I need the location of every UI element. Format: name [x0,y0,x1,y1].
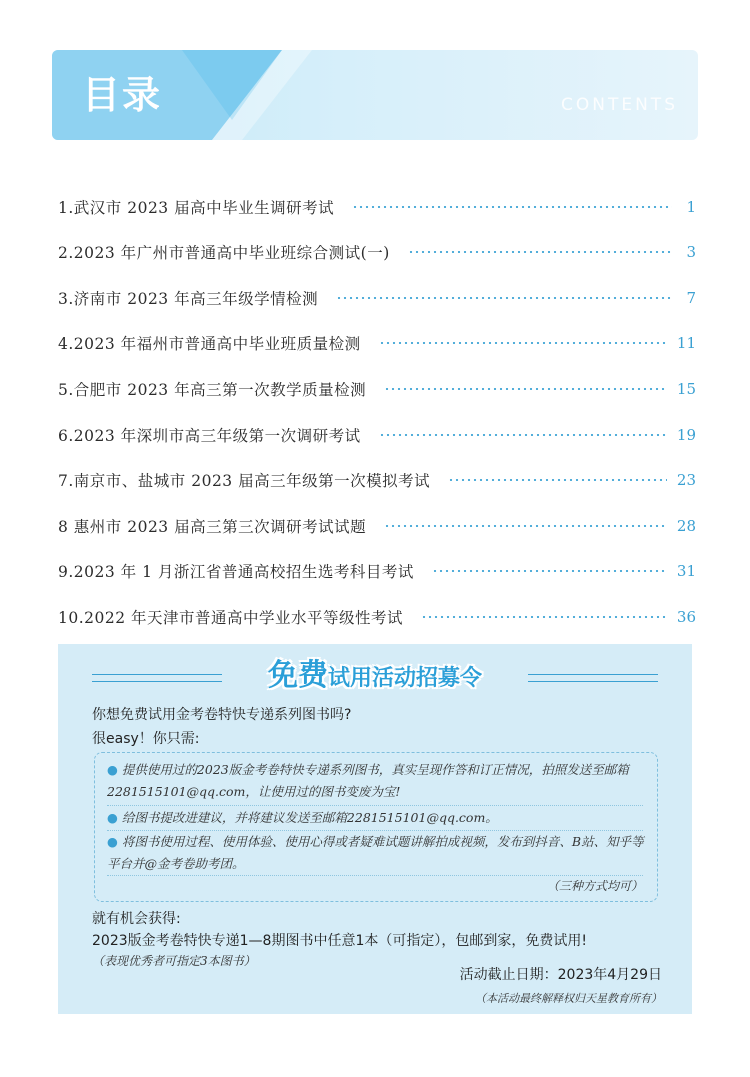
toc-entry-title: 8 惠州市 2023 届高三第三次调研考试试题 [58,518,367,536]
toc-entry-page: 15 [676,380,696,398]
toc-entry-page: 3 [686,243,696,261]
toc-entry-page: 28 [676,517,696,535]
toc-entry-page: 11 [676,334,696,352]
toc-entry-page: 1 [686,198,696,216]
toc-leader-dots [379,434,667,436]
toc-entry-page: 36 [676,608,696,626]
page-title: 目录 [82,73,163,117]
gain-heading: 就有机会获得: [92,911,181,927]
bullet-icon: ● [107,810,118,825]
toc-entry-page: 31 [676,562,696,580]
toc-entry-title: 1.武汉市 2023 届高中毕业生调研考试 [58,199,335,217]
methods-note: （三种方式均可） [546,879,643,893]
promo-question: 你想免费试用金考卷特快专递系列图书吗? [92,707,352,723]
toc-entry-page: 19 [676,426,696,444]
toc-leader-dots [432,570,667,572]
toc-entry[interactable] [58,602,696,632]
rights-note: （本活动最终解释权归天星教育所有） [475,992,662,1005]
toc-entry[interactable] [58,556,696,586]
promo-title [227,656,523,699]
header-banner [52,50,698,140]
toc-leader-dots [336,297,672,299]
toc-leader-dots [379,342,667,344]
toc-entry-title: 4.2023 年福州市普通高中毕业班质量检测 [58,335,361,353]
toc-entry[interactable] [58,192,696,222]
toc-leader-dots [421,616,667,618]
step-text: 给图书提改进建议，并将建议发送至邮箱2281515101@qq.com。 [121,810,498,825]
heading-rule-right [528,674,658,682]
free-trial-promo [58,644,692,1014]
deadline: 活动截止日期：2023年4月29日 [459,967,662,983]
step-divider [107,805,643,806]
promo-title-free: 免费 [267,658,328,693]
toc-entry-page: 23 [676,471,696,489]
toc-entry-title: 5.合肥市 2023 年高三第一次教学质量检测 [58,381,367,399]
promo-title-rest: 试用活动招募令 [327,666,482,691]
toc-leader-dots [352,206,672,208]
toc-entry[interactable] [58,283,696,313]
toc-entry-title: 3.济南市 2023 年高三年级学情检测 [58,290,319,308]
step-text: 提供使用过的2023版金考卷特快专递系列图书，真实呈现作答和订正情况，拍照发送至邮箱2281515101@qq.com，让使用过的图书变废为宝! [107,762,629,799]
toc-leader-dots [384,388,667,390]
toc-entry-title: 7.南京市、盐城市 2023 届高三年级第一次模拟考试 [58,472,431,490]
toc-entry-title: 2.2023 年广州市普通高中毕业班综合测试(一) [58,244,390,262]
excellent-note: （表现优秀者可指定3本图书） [92,954,256,968]
step-text: 将图书使用过程、使用体验、使用心得或者疑难试题讲解拍成视频，发布到抖音、B站、知乎等平台并@金考卷助考团。 [107,834,644,871]
step-item [107,831,645,875]
bullet-icon: ● [107,834,118,849]
toc-entry[interactable] [58,511,696,541]
steps-box [94,752,658,902]
toc-entry[interactable] [58,465,696,495]
page-subtitle: CONTENTS [561,95,678,115]
toc-entry-title: 10.2022 年天津市普通高中学业水平等级性考试 [58,609,404,627]
gain-detail: 2023版金考卷特快专递1—8期图书中任意1本（可指定），包邮到家，免费试用! [92,933,587,949]
toc-leader-dots [408,251,672,253]
bullet-icon: ● [107,762,118,777]
toc-entry[interactable] [58,420,696,450]
heading-rule-left [92,674,222,682]
toc-leader-dots [384,525,667,527]
step-item [107,759,645,803]
promo-easy: 很easy！你只需: [92,731,200,747]
toc-entry-title: 9.2023 年 1 月浙江省普通高校招生选考科目考试 [58,563,414,581]
toc-entry-title: 6.2023 年深圳市高三年级第一次调研考试 [58,427,361,445]
promo-heading [92,656,658,696]
toc-entry[interactable] [58,374,696,404]
step-item [107,807,645,829]
toc-entry[interactable] [58,237,696,267]
toc-leader-dots [448,479,667,481]
step-divider [107,875,643,876]
toc-entry-page: 7 [686,289,696,307]
toc-entry[interactable] [58,328,696,358]
